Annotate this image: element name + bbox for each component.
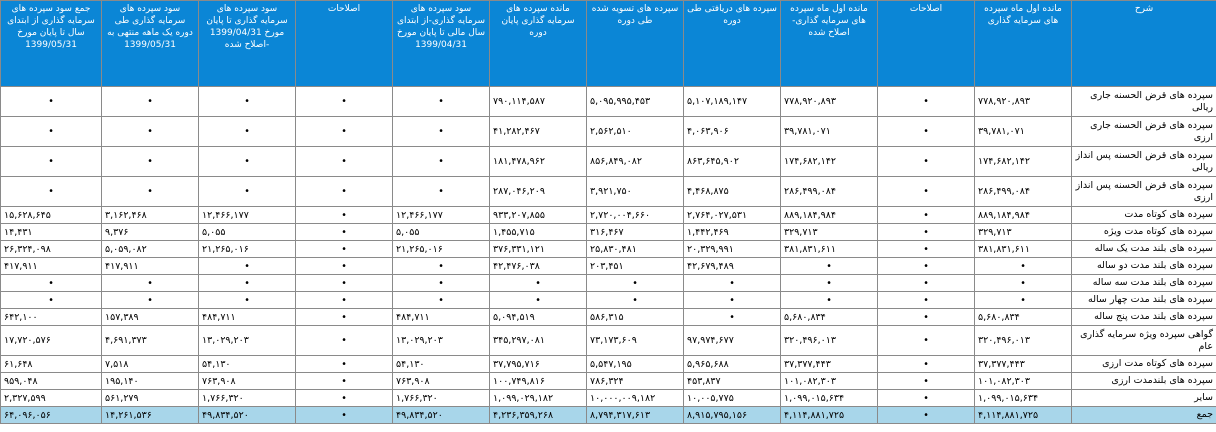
table-header bbox=[1, 1, 1216, 87]
row-label: سپرده های بلندمدت ارزی bbox=[1072, 373, 1216, 390]
column-header: مانده اول ماه سپرده های سرمایه گذاری bbox=[975, 1, 1072, 87]
table-cell: ۹۳۳,۲۰۷,۸۵۵ bbox=[490, 207, 587, 224]
table-cell: • bbox=[878, 309, 975, 326]
table-cell: • bbox=[199, 147, 296, 177]
table-cell: ۸,۹۱۵,۷۹۵,۱۵۶ bbox=[684, 407, 781, 424]
table-cell: ۶۱,۶۴۸ bbox=[1, 356, 102, 373]
table-cell: ۲۰,۳۲۹,۹۹۱ bbox=[684, 241, 781, 258]
column-header: سود سپرده های سرمایه گذاری تا پایان مورخ 1399/04/31 -اصلاح شده bbox=[199, 1, 296, 87]
table-cell: ۱۲,۴۶۶,۱۷۷ bbox=[393, 207, 490, 224]
table-cell: ۱۳,۰۲۹,۲۰۳ bbox=[199, 326, 296, 356]
table-cell: • bbox=[490, 275, 587, 292]
table-row bbox=[1, 224, 1216, 241]
table-cell: • bbox=[878, 407, 975, 424]
table-cell: • bbox=[878, 373, 975, 390]
row-label: جمع bbox=[1072, 407, 1216, 424]
table-cell: • bbox=[296, 177, 393, 207]
table-cell: ۸,۷۹۴,۳۱۷,۶۱۳ bbox=[587, 407, 684, 424]
table-cell: • bbox=[878, 326, 975, 356]
table-cell: ۷,۵۱۸ bbox=[102, 356, 199, 373]
table-cell: ۱۸۱,۴۷۸,۹۶۲ bbox=[490, 147, 587, 177]
table-cell: • bbox=[296, 87, 393, 117]
table-cell: ۴۸۴,۷۱۱ bbox=[393, 309, 490, 326]
table-row bbox=[1, 117, 1216, 147]
table-row bbox=[1, 147, 1216, 177]
table-row bbox=[1, 356, 1216, 373]
table-cell: ۳۷۶,۳۳۱,۱۲۱ bbox=[490, 241, 587, 258]
table-cell: ۴۱۷,۹۱۱ bbox=[102, 258, 199, 275]
row-label: سپرده های قرض الحسنه پس انداز ریالی bbox=[1072, 147, 1216, 177]
table-cell: ۱۷۴,۶۸۲,۱۴۲ bbox=[781, 147, 878, 177]
table-cell: ۲۱,۲۶۵,۰۱۶ bbox=[199, 241, 296, 258]
table-row bbox=[1, 87, 1216, 117]
table-cell: ۲۱,۲۶۵,۰۱۶ bbox=[393, 241, 490, 258]
table-cell: ۱۰,۰۰۵,۷۷۵ bbox=[684, 390, 781, 407]
table-cell: ۶۴,۰۹۶,۰۵۶ bbox=[1, 407, 102, 424]
table-cell: ۷۶۳,۹۰۸ bbox=[199, 373, 296, 390]
table-cell: ۴,۶۹۱,۳۷۳ bbox=[102, 326, 199, 356]
table-cell: • bbox=[684, 275, 781, 292]
table-cell: • bbox=[878, 292, 975, 309]
table-cell: ۱۰,۰۰۰,۰۰۹,۱۸۲ bbox=[587, 390, 684, 407]
table-row bbox=[1, 390, 1216, 407]
table-cell: • bbox=[878, 207, 975, 224]
table-cell: • bbox=[296, 258, 393, 275]
row-label: سپرده های قرض الحسنه پس انداز ارزی bbox=[1072, 177, 1216, 207]
table-cell: • bbox=[296, 224, 393, 241]
table-cell: • bbox=[199, 292, 296, 309]
table-cell: ۲۵,۸۳۰,۴۸۱ bbox=[587, 241, 684, 258]
table-cell: ۱۷,۷۲۰,۵۷۶ bbox=[1, 326, 102, 356]
table-cell: ۳,۹۲۱,۷۵۰ bbox=[587, 177, 684, 207]
row-label: سپرده های کوتاه مدت bbox=[1072, 207, 1216, 224]
table-cell: • bbox=[878, 241, 975, 258]
table-cell: • bbox=[878, 117, 975, 147]
table-cell: • bbox=[296, 117, 393, 147]
table-cell: ۱,۷۶۶,۳۲۰ bbox=[393, 390, 490, 407]
table-cell: ۱,۷۶۶,۳۲۰ bbox=[199, 390, 296, 407]
table-row bbox=[1, 241, 1216, 258]
table-cell: ۲۸۷,۰۴۶,۲۰۹ bbox=[490, 177, 587, 207]
table-cell: ۴۵۳,۸۳۷ bbox=[684, 373, 781, 390]
table-cell: ۴۱,۲۸۲,۴۶۷ bbox=[490, 117, 587, 147]
row-label: سپرده های قرض الحسنه جاری ارزی bbox=[1072, 117, 1216, 147]
table-cell: • bbox=[296, 275, 393, 292]
table-cell: ۳۸۱,۸۳۱,۶۱۱ bbox=[975, 241, 1072, 258]
table-cell: • bbox=[781, 292, 878, 309]
table-cell: • bbox=[1, 87, 102, 117]
table-cell: • bbox=[296, 241, 393, 258]
table-cell: ۵۴,۱۳۰ bbox=[393, 356, 490, 373]
table-cell: ۳۷,۳۷۷,۴۴۳ bbox=[781, 356, 878, 373]
table-cell: ۱۰۱,۰۸۲,۳۰۳ bbox=[975, 373, 1072, 390]
table-cell: • bbox=[878, 87, 975, 117]
row-label: سپرده های کوتاه مدت ارزی bbox=[1072, 356, 1216, 373]
table-cell: ۹,۳۷۶ bbox=[102, 224, 199, 241]
table-cell: • bbox=[781, 258, 878, 275]
table-cell: • bbox=[393, 275, 490, 292]
table-cell: ۳۷,۳۷۷,۴۴۳ bbox=[975, 356, 1072, 373]
table-cell: ۱۳,۰۲۹,۲۰۳ bbox=[393, 326, 490, 356]
table-cell: ۱۰۰,۷۴۹,۸۱۶ bbox=[490, 373, 587, 390]
table-cell: ۲۶,۳۲۴,۰۹۸ bbox=[1, 241, 102, 258]
table-cell: • bbox=[781, 275, 878, 292]
table-cell: ۱۴,۲۶۱,۵۳۶ bbox=[102, 407, 199, 424]
table-cell: • bbox=[393, 177, 490, 207]
table-cell: • bbox=[975, 258, 1072, 275]
table-cell: ۲,۷۲۰,۰۰۴,۶۶۰ bbox=[587, 207, 684, 224]
table-cell: • bbox=[102, 292, 199, 309]
table-cell: • bbox=[199, 117, 296, 147]
table-cell: ۷۷۸,۹۲۰,۸۹۳ bbox=[975, 87, 1072, 117]
table-cell: ۳۸۱,۸۳۱,۶۱۱ bbox=[781, 241, 878, 258]
column-header: سود سپرده های سرمایه گذاری طی دوره یک ماهه منتهی به 1399/05/31 bbox=[102, 1, 199, 87]
table-cell: ۴,۰۶۳,۹۰۶ bbox=[684, 117, 781, 147]
table-cell: ۴۱۷,۹۱۱ bbox=[1, 258, 102, 275]
table-cell: • bbox=[490, 292, 587, 309]
table-cell: ۳۲۹,۷۱۳ bbox=[975, 224, 1072, 241]
table-cell: ۵,۰۵۵ bbox=[393, 224, 490, 241]
table-cell: ۲,۳۲۷,۵۹۹ bbox=[1, 390, 102, 407]
table-cell: ۲,۷۶۴,۰۲۷,۵۳۱ bbox=[684, 207, 781, 224]
table-cell: • bbox=[1, 147, 102, 177]
row-label: سپرده های بلند مدت چهار ساله bbox=[1072, 292, 1216, 309]
table-cell: • bbox=[296, 407, 393, 424]
table-cell: • bbox=[684, 292, 781, 309]
table-cell: ۷۹۰,۱۱۴,۵۸۷ bbox=[490, 87, 587, 117]
table-cell: ۸۶۳,۶۴۵,۹۰۲ bbox=[684, 147, 781, 177]
table-cell: ۴۹,۸۳۴,۵۲۰ bbox=[199, 407, 296, 424]
table-cell: ۴,۲۳۶,۳۵۹,۲۶۸ bbox=[490, 407, 587, 424]
table-cell: • bbox=[199, 87, 296, 117]
table-cell: ۳۲۰,۴۹۶,۰۱۳ bbox=[781, 326, 878, 356]
table-cell: ۷۶۳,۹۰۸ bbox=[393, 373, 490, 390]
column-header: شرح bbox=[1072, 1, 1216, 87]
table-cell: • bbox=[102, 117, 199, 147]
table-cell: • bbox=[878, 147, 975, 177]
table-cell: ۳,۱۶۲,۴۶۸ bbox=[102, 207, 199, 224]
table-cell: ۳۹,۷۸۱,۰۷۱ bbox=[975, 117, 1072, 147]
table-cell: • bbox=[393, 292, 490, 309]
table-cell: • bbox=[199, 177, 296, 207]
row-label: سایر bbox=[1072, 390, 1216, 407]
table-cell: ۱۴,۴۳۱ bbox=[1, 224, 102, 241]
table-cell: ۱,۴۵۵,۷۱۵ bbox=[490, 224, 587, 241]
column-header: سود سپرده های سرمایه گذاری-از ابتدای سال مالی تا پایان مورخ 1399/04/31 bbox=[393, 1, 490, 87]
table-cell: ۵,۰۹۴,۵۱۹ bbox=[490, 309, 587, 326]
table-cell: • bbox=[393, 117, 490, 147]
table-cell: ۸۸۹,۱۸۴,۹۸۴ bbox=[781, 207, 878, 224]
column-header: سپرده های دریافتی طی دوره bbox=[684, 1, 781, 87]
table-cell: ۴,۱۱۴,۸۸۱,۷۲۵ bbox=[975, 407, 1072, 424]
column-header: اصلاحات bbox=[296, 1, 393, 87]
table-cell: • bbox=[878, 275, 975, 292]
table-cell: ۱,۴۴۲,۴۶۹ bbox=[684, 224, 781, 241]
table-cell: • bbox=[296, 356, 393, 373]
table-cell: • bbox=[296, 292, 393, 309]
table-cell: ۵,۰۵۹,۰۸۲ bbox=[102, 241, 199, 258]
table-cell: • bbox=[393, 87, 490, 117]
column-header: سپرده های تسویه شده طی دوره bbox=[587, 1, 684, 87]
table-cell: • bbox=[296, 390, 393, 407]
column-header: اصلاحات bbox=[878, 1, 975, 87]
table-cell: • bbox=[102, 177, 199, 207]
table-cell: • bbox=[296, 326, 393, 356]
row-label: سپرده های بلند مدت یک ساله bbox=[1072, 241, 1216, 258]
row-label: سپرده های بلند مدت پنج ساله bbox=[1072, 309, 1216, 326]
table-cell: • bbox=[1, 177, 102, 207]
table-cell: ۵,۶۸۰,۸۳۴ bbox=[975, 309, 1072, 326]
table-cell: • bbox=[393, 147, 490, 177]
table-cell: • bbox=[587, 292, 684, 309]
table-cell: ۲,۵۶۲,۵۱۰ bbox=[587, 117, 684, 147]
table-cell: ۱۵,۶۲۸,۶۴۵ bbox=[1, 207, 102, 224]
table-cell: • bbox=[102, 87, 199, 117]
table-row bbox=[1, 373, 1216, 390]
table-row bbox=[1, 275, 1216, 292]
table-cell: ۳۷,۷۹۵,۷۱۶ bbox=[490, 356, 587, 373]
table-cell: • bbox=[1, 117, 102, 147]
table-cell: ۳۹,۷۸۱,۰۷۱ bbox=[781, 117, 878, 147]
table-cell: • bbox=[1, 292, 102, 309]
table-cell: • bbox=[296, 309, 393, 326]
table-cell: ۲۸۶,۴۹۹,۰۸۴ bbox=[781, 177, 878, 207]
table-cell: ۶۴۲,۱۰۰ bbox=[1, 309, 102, 326]
table-cell: ۳۲۰,۴۹۶,۰۱۳ bbox=[975, 326, 1072, 356]
table-cell: ۴,۱۱۴,۸۸۱,۷۲۵ bbox=[781, 407, 878, 424]
table-cell: ۳۴۵,۲۹۷,۰۸۱ bbox=[490, 326, 587, 356]
row-label: گواهی سپرده ویژه سرمایه گذاری عام bbox=[1072, 326, 1216, 356]
table-cell: ۱۵۷,۳۸۹ bbox=[102, 309, 199, 326]
table-cell: ۳۲۹,۷۱۳ bbox=[781, 224, 878, 241]
table-row bbox=[1, 177, 1216, 207]
table-cell: ۱,۰۹۹,۰۱۵,۶۳۴ bbox=[975, 390, 1072, 407]
table-cell: ۲۸۶,۴۹۹,۰۸۴ bbox=[975, 177, 1072, 207]
table-cell: ۱,۰۹۹,۰۱۵,۶۳۴ bbox=[781, 390, 878, 407]
row-label: سپرده های قرض الحسنه جاری ریالی bbox=[1072, 87, 1216, 117]
table-cell: ۳۱۶,۴۶۷ bbox=[587, 224, 684, 241]
table-cell: ۱۰۱,۰۸۲,۳۰۳ bbox=[781, 373, 878, 390]
table-cell: ۷۷۸,۹۲۰,۸۹۳ bbox=[781, 87, 878, 117]
table-row bbox=[1, 258, 1216, 275]
table-cell: ۵,۹۶۵,۶۸۸ bbox=[684, 356, 781, 373]
table-cell: ۱۷۴,۶۸۲,۱۴۲ bbox=[975, 147, 1072, 177]
table-cell: ۵,۱۰۷,۱۸۹,۱۴۷ bbox=[684, 87, 781, 117]
column-header: مانده اول ماه سپرده های سرمایه گذاری- اصلاح شده bbox=[781, 1, 878, 87]
table-cell: • bbox=[878, 224, 975, 241]
table-cell: • bbox=[199, 258, 296, 275]
table-row bbox=[1, 326, 1216, 356]
total-row bbox=[1, 407, 1216, 424]
table-cell: ۴۲,۶۷۹,۴۸۹ bbox=[684, 258, 781, 275]
row-label: سپرده های بلند مدت سه ساله bbox=[1072, 275, 1216, 292]
table-cell: ۵۸۶,۳۱۵ bbox=[587, 309, 684, 326]
row-label: سپرده های کوتاه مدت ویژه bbox=[1072, 224, 1216, 241]
table-cell: ۵,۰۹۵,۹۹۵,۴۵۳ bbox=[587, 87, 684, 117]
table-cell: • bbox=[975, 292, 1072, 309]
table-cell: ۷۸۶,۳۲۴ bbox=[587, 373, 684, 390]
table-cell: ۴,۴۶۸,۸۷۵ bbox=[684, 177, 781, 207]
table-body bbox=[1, 87, 1216, 424]
table-cell: ۵,۶۸۰,۸۳۴ bbox=[781, 309, 878, 326]
table-cell: • bbox=[878, 356, 975, 373]
table-cell: ۵۴,۱۳۰ bbox=[199, 356, 296, 373]
table-cell: ۹۷,۹۷۴,۶۷۷ bbox=[684, 326, 781, 356]
table-cell: • bbox=[393, 258, 490, 275]
table-cell: ۸۵۶,۸۴۹,۰۸۲ bbox=[587, 147, 684, 177]
table-cell: ۴۸۴,۷۱۱ bbox=[199, 309, 296, 326]
table-cell: ۵,۰۵۵ bbox=[199, 224, 296, 241]
table-row bbox=[1, 207, 1216, 224]
column-header: مانده سپرده های سرمایه گذاری پایان دوره bbox=[490, 1, 587, 87]
table-cell: ۱,۰۹۹,۰۲۹,۱۸۲ bbox=[490, 390, 587, 407]
table-cell: • bbox=[199, 275, 296, 292]
table-cell: • bbox=[878, 258, 975, 275]
table-cell: ۷۳,۱۷۳,۶۰۹ bbox=[587, 326, 684, 356]
table-cell: • bbox=[1, 275, 102, 292]
column-header: جمع سود سپرده های سرمایه گذاری از ابتدای سال تا پایان مورخ 1399/05/31 bbox=[1, 1, 102, 87]
row-label: سپرده های بلند مدت دو ساله bbox=[1072, 258, 1216, 275]
table-cell: • bbox=[296, 373, 393, 390]
table-cell: ۴۲,۴۷۶,۰۳۸ bbox=[490, 258, 587, 275]
table-cell: • bbox=[296, 147, 393, 177]
table-row bbox=[1, 292, 1216, 309]
table-cell: • bbox=[684, 309, 781, 326]
table-cell: • bbox=[296, 207, 393, 224]
table-cell: ۲۰۳,۴۵۱ bbox=[587, 258, 684, 275]
table-cell: ۸۸۹,۱۸۴,۹۸۴ bbox=[975, 207, 1072, 224]
table-cell: • bbox=[587, 275, 684, 292]
table-cell: • bbox=[102, 275, 199, 292]
table-cell: • bbox=[878, 177, 975, 207]
table-row bbox=[1, 309, 1216, 326]
table-cell: • bbox=[975, 275, 1072, 292]
table-cell: ۵,۵۴۷,۱۹۵ bbox=[587, 356, 684, 373]
table-cell: • bbox=[878, 390, 975, 407]
table-cell: ۱۲,۴۶۶,۱۷۷ bbox=[199, 207, 296, 224]
table-cell: ۹۵۹,۰۴۸ bbox=[1, 373, 102, 390]
table-cell: ۴۹,۸۳۴,۵۲۰ bbox=[393, 407, 490, 424]
table-cell: ۱۹۵,۱۴۰ bbox=[102, 373, 199, 390]
table-cell: • bbox=[102, 147, 199, 177]
table-cell: ۵۶۱,۲۷۹ bbox=[102, 390, 199, 407]
